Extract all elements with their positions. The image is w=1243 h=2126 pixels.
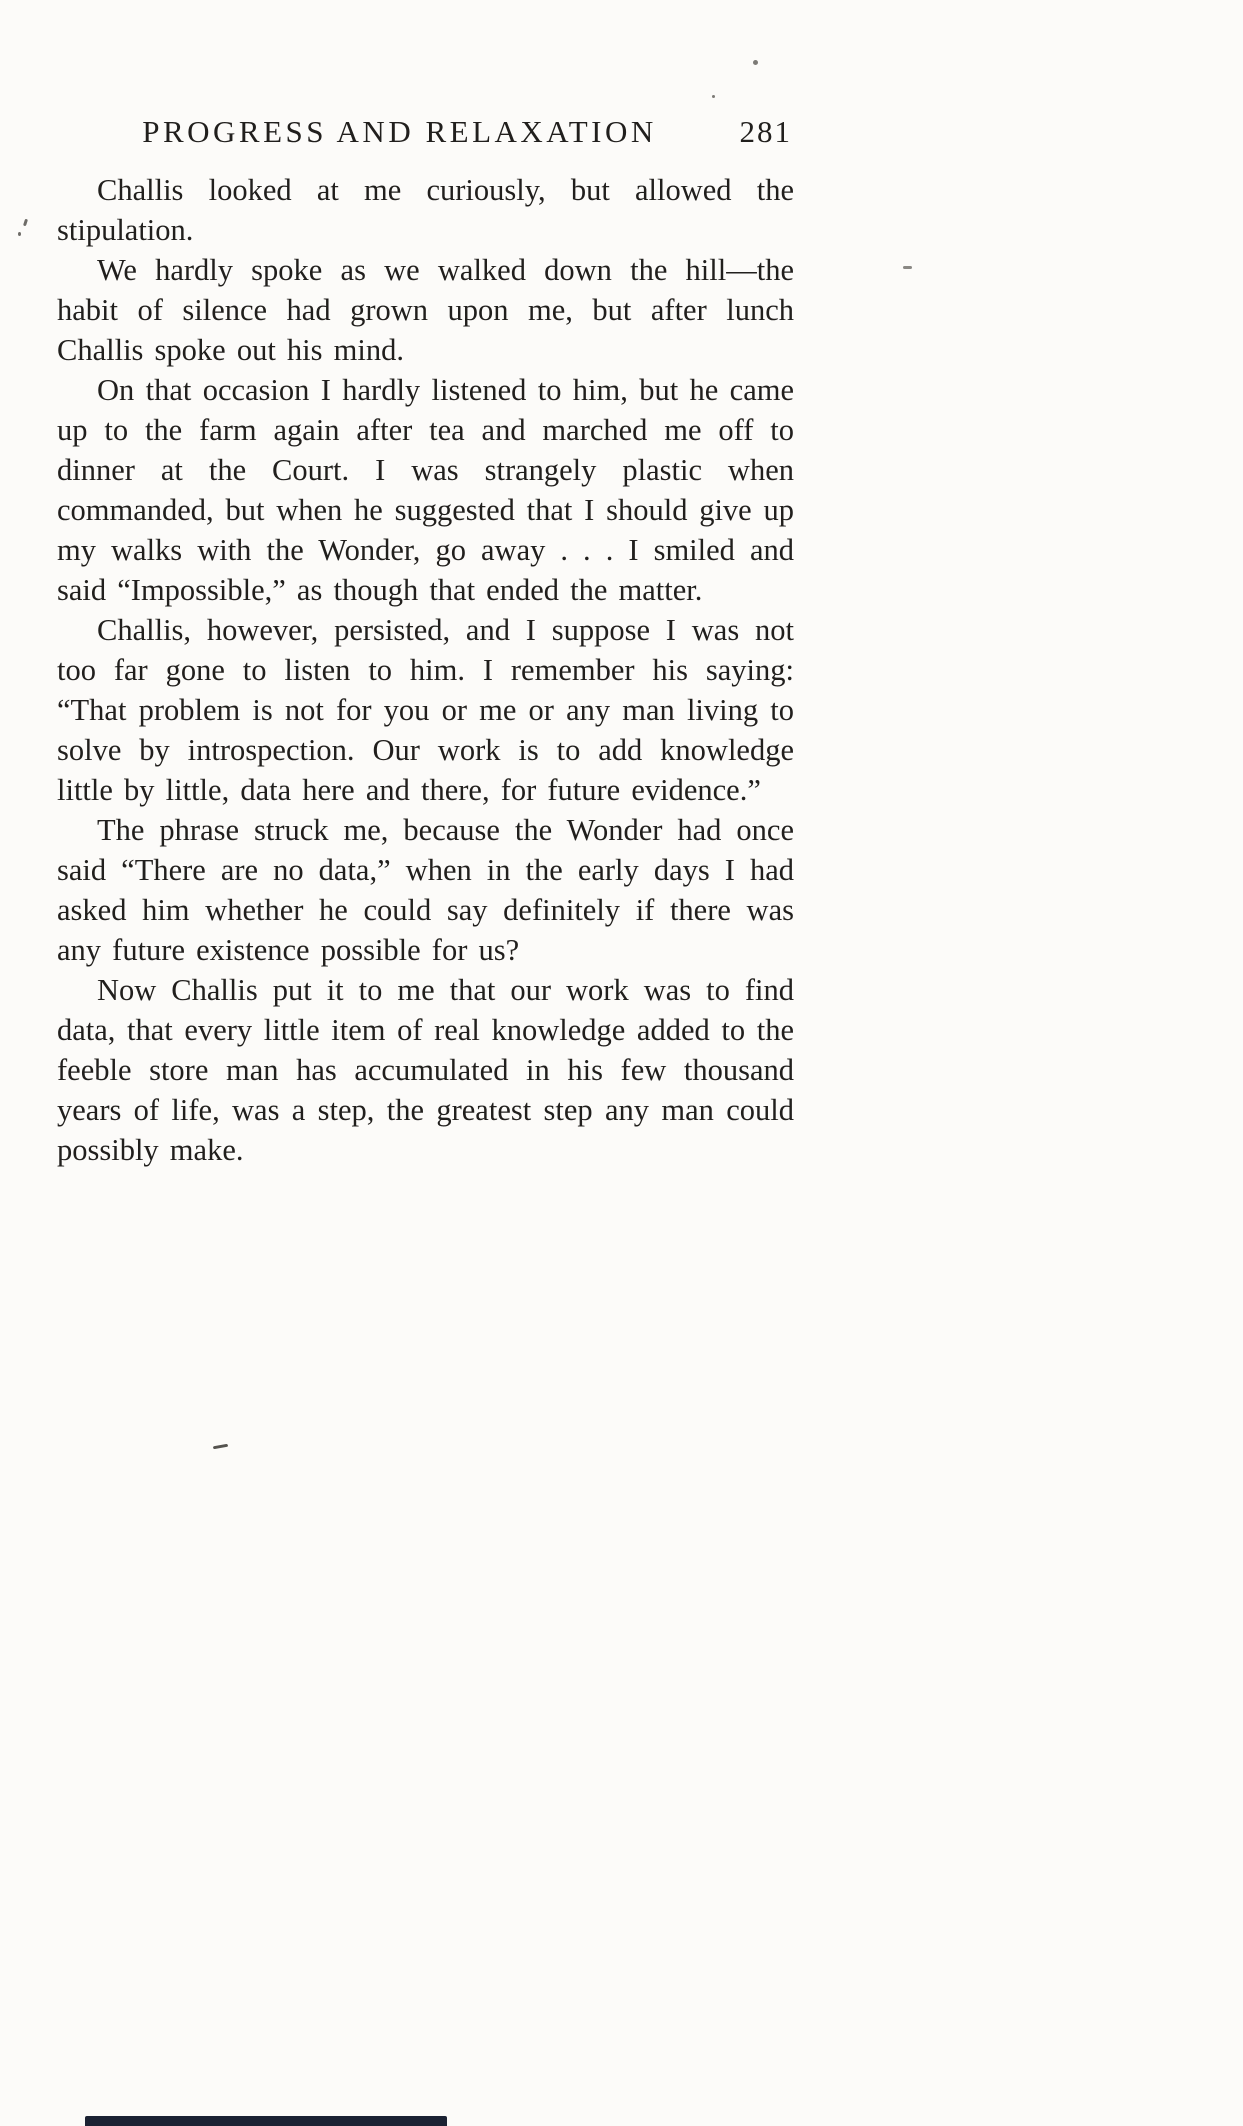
paragraph: Challis, however, persisted, and I suppose I was not too far gone to listen to him. I remember his saying: “That problem is not for you or me or any man living to solve by introspection. Our work is to add knowledge little by little, data here and there, for future evidence.” [57, 613, 794, 807]
scan-artifact-bar [85, 2116, 447, 2126]
paragraph: The phrase struck me, because the Wonder had once said “There are no data,” when in the early days I had asked him whether he could say definitely if there was any future existence possible for us? [57, 813, 794, 967]
scan-speck [18, 232, 21, 236]
scan-speck [712, 95, 715, 98]
page-text [57, 170, 794, 1170]
paragraph: Challis looked at me curiously, but allowed the stipulation. [57, 173, 794, 247]
page-number: 281 [739, 114, 792, 149]
scan-speck [23, 219, 28, 227]
paragraph: We hardly spoke as we walked down the hill—the habit of silence had grown upon me, but after lunch Challis spoke out his mind. [57, 253, 794, 367]
scan-speck [213, 1444, 228, 1450]
paragraph: On that occasion I hardly listened to him, but he came up to the farm again after tea and marched me off to dinner at the Court. I was strangely plastic when commanded, but when he suggested that I should give up my walks with the Wonder, go away . . . I smiled and said “Impossible,” as though that ended the matter. [57, 373, 794, 607]
running-header [57, 114, 794, 158]
running-header-title: PROGRESS AND RELAXATION [142, 114, 657, 149]
scan-speck [753, 60, 758, 65]
text-block [57, 114, 794, 1170]
scan-speck [903, 266, 912, 269]
paragraph: Now Challis put it to me that our work was to find data, that every little item of real knowledge added to the feeble store man has accumulated in his few thousand years of life, was a step, the greatest step any man could possibly make. [57, 973, 794, 1167]
